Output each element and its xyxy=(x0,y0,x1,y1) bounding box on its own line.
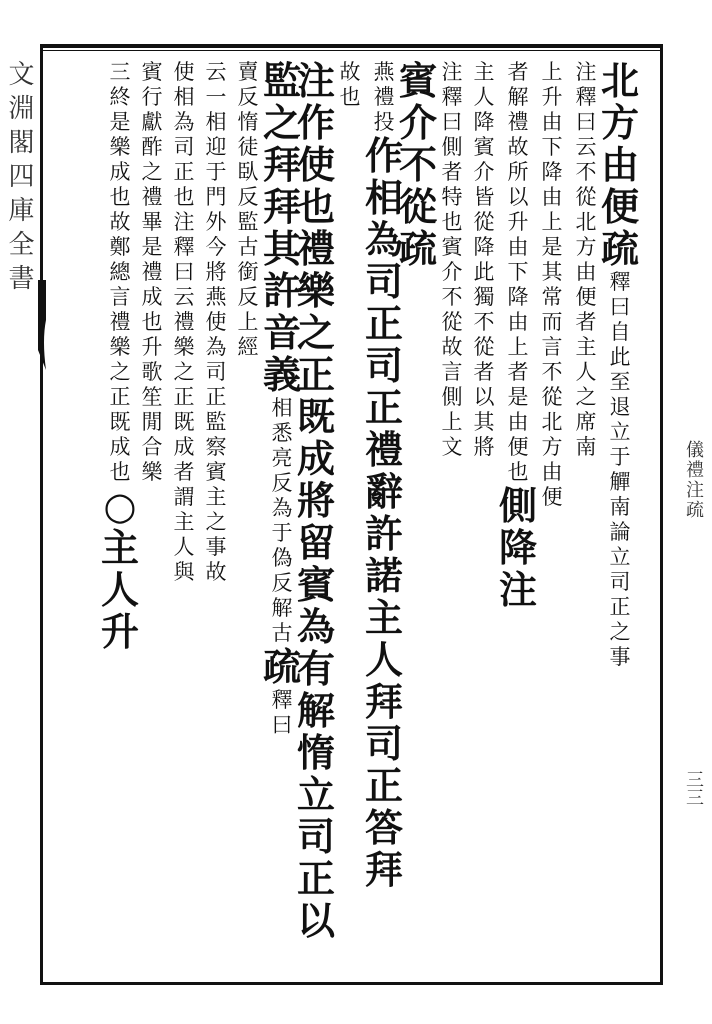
bottom-border xyxy=(40,982,662,985)
column-4-segment-1: 者 解 禮 故 所 以 升 由 下 降 由 上 者 是 由 便 也 xyxy=(507,60,529,484)
column-5-segment-1: 主 人 降 賓 介 皆 從 降 此 獨 不 從 者 以 其 將 xyxy=(473,60,495,459)
column-8-segment-2: 作 相 為 司 正 司 正 禮 辭 許 諾 主 人 拜 司 正 答 拜 xyxy=(364,133,403,892)
column-13-segment-1: 云 一 相 迎 于 門 外 今 將 燕 使 為 司 正 監 察 賓 主 之 事 故 xyxy=(205,60,227,584)
text-column-14 xyxy=(170,62,198,587)
page-number: 三三 xyxy=(683,770,704,806)
text-column-5 xyxy=(470,62,498,462)
column-1-segment-1: 北 方 由 便 疏 xyxy=(600,58,639,271)
column-3-segment-1: 上 升 由 下 降 由 上 是 其 常 而 言 不 從 北 方 由 便 xyxy=(541,60,563,509)
column-6-segment-1: 注 釋 曰 側 者 特 也 賓 介 不 從 故 言 側 上 文 xyxy=(441,60,463,459)
text-column-16 xyxy=(98,62,142,655)
text-column-9 xyxy=(336,62,364,112)
column-12-segment-1: 賣 反 惰 徒 臥 反 監 古 銜 反 xyxy=(237,60,259,309)
text-column-1 xyxy=(598,58,642,672)
column-2-segment-1: 注 釋 曰 云 不 從 北 方 由 便 者 主 人 之 席 南 xyxy=(575,60,597,459)
column-15-segment-1: 賓 行 獻 酢 之 禮 畢 是 禮 成 也 升 歌 笙 閒 合 樂 xyxy=(141,60,163,484)
text-column-6 xyxy=(438,62,466,462)
top-border xyxy=(40,44,662,48)
column-10-segment-1: 注 作 使 也 禮 樂 之 正 既 成 將 留 賓 為 有 解 惰 立 司 正 以 xyxy=(296,58,335,943)
column-14-segment-1: 使 相 為 司 正 也 注 釋 曰 云 禮 樂 之 正 既 成 者 謂 主 人 與 xyxy=(173,60,195,584)
top-border-inner xyxy=(40,50,662,51)
fish-tail-ornament xyxy=(36,280,48,370)
column-8-segment-1: 燕 禮 投 xyxy=(373,60,395,134)
text-column-8 xyxy=(362,62,406,893)
text-column-13 xyxy=(202,62,230,587)
column-9-segment-1: 故 也 xyxy=(339,60,361,109)
column-1-segment-2: 釋 曰 自 此 至 退 立 于 觶 南 論 立 司 正 之 事 xyxy=(609,270,631,669)
column-7-segment-1: 賓 介 不 從 疏 xyxy=(398,58,437,271)
column-16-segment-2: ○ 主 人 升 xyxy=(100,483,139,654)
text-column-12 xyxy=(234,62,262,362)
margin-title: 文淵閣四庫全書 xyxy=(4,60,34,298)
column-4-segment-2: 側 降 注 xyxy=(498,483,537,612)
text-column-11 xyxy=(260,58,304,740)
column-11-segment-2: 相 悉 亮 反 為 于 偽 反 解 古 xyxy=(271,396,293,645)
right-border xyxy=(660,44,663,985)
text-column-2 xyxy=(572,62,600,462)
column-11-segment-1: 監 之 拜 拜 其 許 音 義 xyxy=(262,58,301,397)
text-column-4 xyxy=(496,62,540,613)
text-column-3 xyxy=(538,62,566,512)
column-12-segment-2: 上 經 xyxy=(237,310,259,359)
text-column-15 xyxy=(138,62,166,487)
left-border xyxy=(40,44,43,985)
side-label: 儀禮注疏 xyxy=(683,440,704,520)
column-11-segment-3: 疏 xyxy=(262,644,301,689)
column-11-segment-4: 釋 曰 xyxy=(271,688,293,737)
column-16-segment-1: 三 終 是 樂 成 也 故 鄭 總 言 禮 樂 之 正 既 成 也 xyxy=(109,60,131,484)
